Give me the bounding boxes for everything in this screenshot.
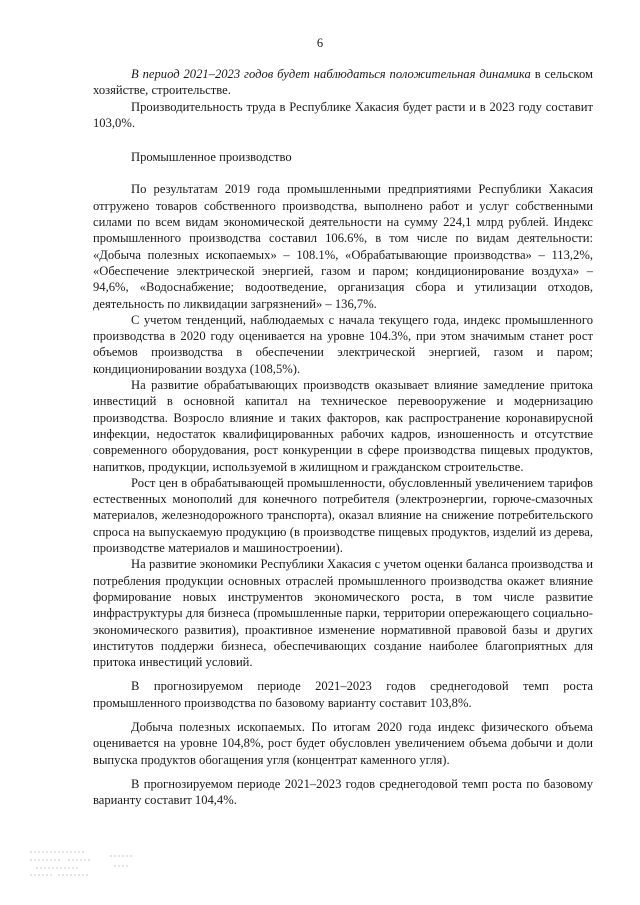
paragraph-forecast-mining: В прогнозируемом периоде 2021–2023 годов среднегодовой темп роста по базовому варианту составит 104,4%. [93,776,593,808]
paragraph-dynamics-italic: В период 2021–2023 годов будет наблюдаться положительная динамика [131,67,531,81]
paragraph-dynamics [93,66,593,99]
page-number: 6 [316,36,324,50]
paragraph-productivity: Производительность труда в Республике Хакасия будет расти и в 2023 году составит 103,0%. [93,99,593,130]
faint-stamp-mark [22,846,142,880]
paragraph-trends-2020: С учетом тенденций, наблюдаемых с начала текущего года, индекс промышленного производства в 2020 году оценивается на уровне 104.3%, при этом значимым станет рост объемов производства в обеспечении электрической энергией, газом и паром; кондиционировании воздуха (108,5%). [93,312,593,376]
section-title: Промышленное производство [131,150,292,165]
paragraph-results-2019: По результатам 2019 года промышленными предприятиями Республики Хакасия отгружено товаров собственного производства, выполнено работ и услуг собственными силами по всем видам экономической деятельности на сумму 224,1 млрд рублей. Индекс промышленного производства составил 106.6%, в том числе по видам деятельности: «Добыча полезных ископаемых» – 108.1%, «Обрабатывающие производства» – 113,2%, «Обеспечение электрической энергией, газом и паром; кондиционирование воздуха» – 94,6%, «Водоснабжение; водоотведение, организация сбора и утилизации отходов, деятельность по ликвидации загрязнений» – 136,7%. [93,182,593,311]
document-body [93,66,593,808]
paragraph-price-growth: Рост цен в обрабатывающей промышленности, обусловленный увеличением тарифов естественных монополий для конечного потребителя (электроэнергии, горюче-смазочных материалов, железнодорожного транспорта), оказал влияние на снижение потребительского спроса на выпускаемую продукцию (в производстве пищевых продуктов, изделий из дерева, производстве материалов и машиностроении). [93,475,593,556]
paragraph-manufacturing-factors: На развитие обрабатывающих производств оказывает влияние замедление притока инвестиций в основной капитал на техническое перевооружение и модернизацию производства. Возросло влияние и таких факторов, как распространение коронавирусной инфекции, недостаток квалифицированных рабочих кадров, изношенность и отсутствие современного оборудования, рост конкуренции в сфере производства пищевых продуктов, напитков, продукции, используемой в жилищном и гражданском строительстве. [93,378,593,474]
paragraph-dynamics-tail: в сельском хозяйстве, строительстве. [93,67,593,98]
paragraph-forecast-industry: В прогнозируемом периоде 2021–2023 годов среднегодовой темп роста промышленного производства по базовому варианту составит 103,8%. [93,679,593,710]
paragraph-mining: Добыча полезных ископаемых. По итогам 2020 года индекс физического объема оценивается на уровне 104,8%, рост будет обусловлен увеличением объема добычи и доли выпуска продуктов обогащения угля (концентрат каменного угля). [93,719,593,767]
paragraph-economic-development: На развитие экономики Республики Хакасия с учетом оценки баланса производства и потребления продукции основных отраслей промышленного производства окажет влияние формирование новых инструментов экономического роста, в том числе развитие инфраструктуры для бизнеса (промышленные парки, территории опережающего социально-экономического развития), проактивное изменение нормативной правовой базы и других институтов поддержи бизнеса, обеспечивающих создание наиболее благоприятных для притока инвестиций условий. [93,557,593,670]
